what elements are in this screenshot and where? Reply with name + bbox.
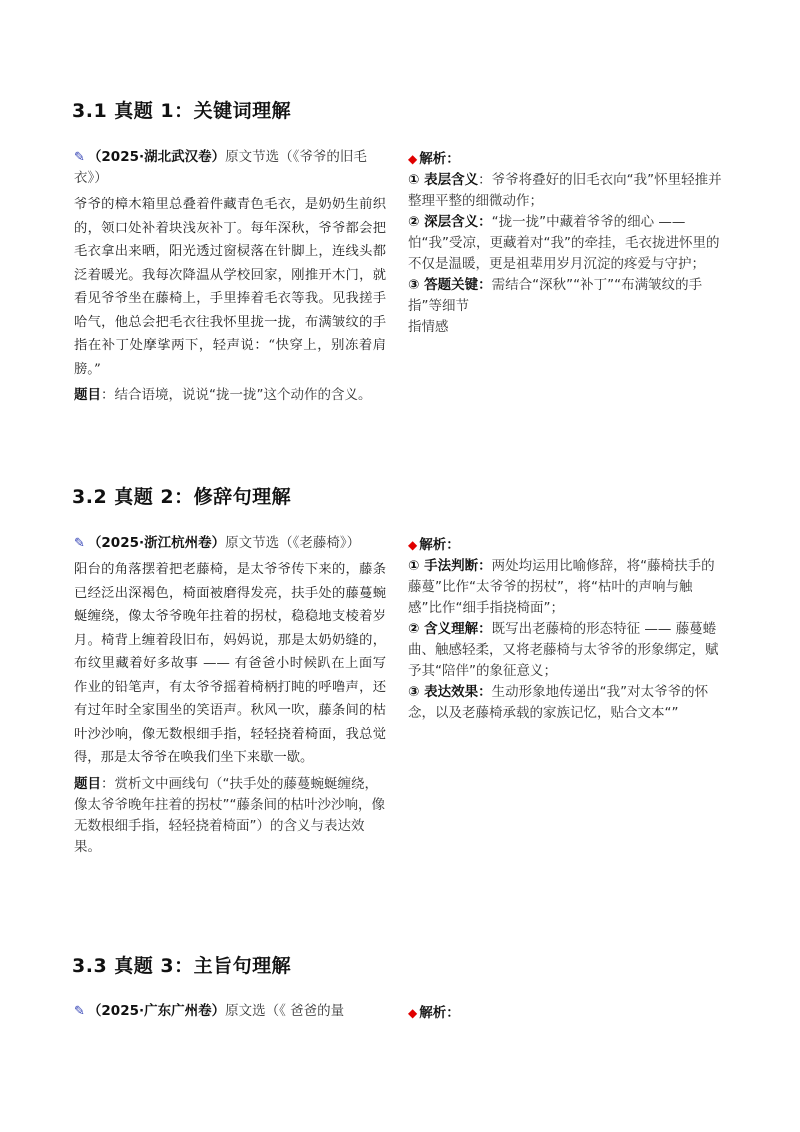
question-label: 题目 (74, 387, 101, 403)
analysis-point (408, 275, 726, 317)
source-title: 原文节选（《老藤椅》） (225, 535, 361, 551)
point-text: ：爷爷将叠好的旧毛衣向“我”怀里轻推并整理平整的细微动作； (408, 172, 722, 209)
point-text: 既写出老藤椅的形态特征 —— 藤蔓蜷曲、触感轻柔，又将老藤椅与太爷爷的形象绑定，赋予其“陪伴”的象征意义； (408, 621, 719, 679)
question (74, 385, 386, 406)
analysis-point (408, 212, 726, 275)
point-text: 需结合“深秋”“补丁”“布满皱纹的手指”等细节 (408, 277, 703, 314)
diamond-icon: ◆ (408, 152, 418, 166)
question-text: ：赏析文中画线句（“扶手处的藤蔓蜿蜒缠绕，像太爷爷晚年拄着的拐杖”“藤条间的枯叶沙沙响，像无数根细手指，轻轻挠着椅面”）的含义与表达效果。 (74, 775, 385, 855)
analysis-point (408, 170, 726, 212)
question-block-3 (74, 1001, 386, 1022)
section-title-1: 3.1 真题 1：关键词理解 (72, 100, 292, 122)
analysis-point (408, 682, 726, 724)
point-label: ① 表层含义 (408, 172, 479, 188)
point-label: ② 深层含义： (408, 214, 492, 230)
analysis-heading (408, 1003, 726, 1024)
source-exam: （2025·广东广州卷） (87, 1003, 226, 1019)
source-line (74, 533, 386, 554)
analysis-block-2 (408, 535, 726, 724)
analysis-block-1 (408, 149, 726, 338)
analysis-label: 解析： (419, 151, 460, 167)
diamond-icon: ◆ (408, 538, 418, 552)
analysis-point (408, 317, 726, 338)
point-label: ③ 答题关键： (408, 277, 492, 293)
source-exam: （2025·湖北武汉卷） (87, 149, 226, 165)
source-title: 原文节选（《爷爷的旧毛衣》） (74, 149, 367, 186)
section-title-3: 3.3 真题 3：主旨句理解 (72, 955, 292, 977)
point-label: ② 含义理解： (408, 621, 492, 637)
analysis-point (408, 556, 726, 619)
passage-text: 阳台的角落摆着把老藤椅，是太爷爷传下来的，藤条已经泛出深褐色，椅面被磨得发亮，扶手处的藤蔓蜿蜒缠绕，像太爷爷晚年拄着的拐杖，稳稳地支棱着岁月。椅背上缠着段旧布，妈妈说，那是太奶奶缝的，布纹里藏着好多故事 —— 有爸爸小时候趴在上面写作业的铅笔声，有太爷爷摇着椅柄打盹的呼噜声，还有过年时全家围坐的笑语声。秋风一吹，藤条间的枯叶沙沙响，像无数根细手指，轻轻挠着椅面，我总觉得，那是太爷爷在唤我们坐下来歇一歇。 (74, 562, 386, 765)
point-label: ① 手法判断： (408, 558, 492, 574)
point-label: ③ 表达效果： (408, 684, 492, 700)
analysis-heading (408, 535, 726, 556)
source-line (74, 1001, 386, 1022)
pen-icon: ✎ (74, 1004, 85, 1019)
point-text: “拢一拢”中藏着爷爷的细心 —— 怕“我”受凉，更藏着对“我”的牵挂，毛衣拢进怀里的不仅是温暖，更是祖辈用岁月沉淀的疼爱与守护； (408, 214, 720, 272)
question-block-2 (74, 533, 386, 858)
point-text: 两处均运用比喻修辞，将“藤椅扶手的藤蔓”比作“太爷爷的拐杖”，将“枯叶的声响与触感”比作“细手指挠椅面”； (408, 558, 715, 616)
source-exam: （2025·浙江杭州卷） (87, 535, 226, 551)
analysis-heading (408, 149, 726, 170)
analysis-point (408, 619, 726, 682)
analysis-label: 解析： (419, 537, 460, 553)
point-text: 指情感 (408, 319, 449, 335)
source-line (74, 147, 386, 189)
analysis-block-3 (408, 1003, 726, 1024)
analysis-label: 解析： (419, 1005, 460, 1021)
pen-icon: ✎ (74, 536, 85, 551)
pen-icon: ✎ (74, 150, 85, 165)
question-label: 题目 (74, 775, 101, 792)
source-title: 原文选（《 爸爸的量 (225, 1003, 345, 1019)
diamond-icon: ◆ (408, 1006, 418, 1020)
question-text: ：结合语境，说说“拢一拢”这个动作的含义。 (101, 387, 372, 403)
passage-text: 爷爷的樟木箱里总叠着件藏青色毛衣，是奶奶生前织的，领口处补着块浅灰补丁。每年深秋，爷爷都会把毛衣拿出来晒，阳光透过窗棂落在针脚上，连线头都泛着暖光。我每次降温从学校回家，刚推开木门，就看见爷爷坐在藤椅上，手里捧着毛衣等我。见我搓手哈气，他总会把毛衣往我怀里拢一拢，布满皱纹的手指在补丁处摩挲两下，轻声说：“快穿上，别冻着肩膀。” (74, 197, 386, 377)
point-text: 生动形象地传递出“我”对太爷爷的怀念，以及老藤椅承载的家族记忆，贴合文本“” (408, 684, 709, 721)
question-block-1 (74, 147, 386, 406)
section-title-2: 3.2 真题 2：修辞句理解 (72, 486, 292, 508)
question (74, 774, 386, 858)
